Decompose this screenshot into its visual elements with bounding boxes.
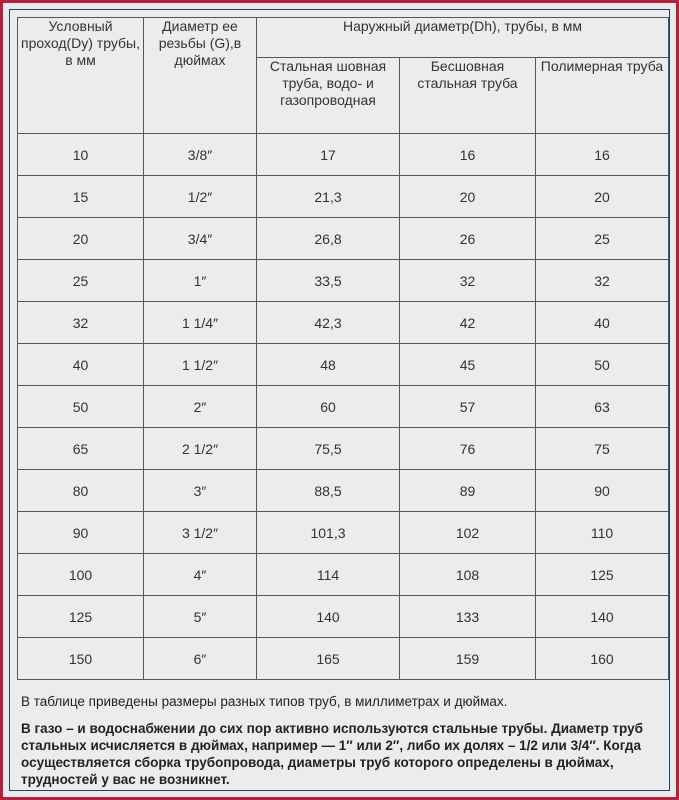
pipe-size-table: [17, 17, 669, 680]
content-panel: [9, 9, 670, 791]
cell-polymer: 160: [536, 638, 669, 680]
cell-polymer: 25: [536, 218, 669, 260]
table-row: [18, 386, 669, 428]
cell-nominal-bore: 65: [18, 428, 144, 470]
table-row: [18, 638, 669, 680]
header-outer-diameter-group: Наружный диаметр(Dh), трубы, в мм: [257, 18, 669, 58]
header-nominal-bore: Условный проход(Dy) трубы, в мм: [18, 18, 144, 134]
cell-steel-seam: 140: [257, 596, 400, 638]
note-steel-pipes: В газо – и водоснабжении до сих пор активно используются стальные трубы. Диаметр труб стальных исчисляется в дюймах, например — 1″ или 2″, либо их долях – 1/2 или 3/4″. Когда осуществляется сборка трубопровода, диаметры труб которого определены в дюймах, трудностей у вас не возникнет.: [21, 721, 643, 787]
cell-steel-seam: 101,3: [257, 512, 400, 554]
cell-steel-seam: 17: [257, 134, 400, 176]
cell-thread: 1/2″: [144, 176, 257, 218]
cell-polymer: 20: [536, 176, 669, 218]
cell-seamless: 57: [400, 386, 536, 428]
cell-steel-seam: 21,3: [257, 176, 400, 218]
cell-nominal-bore: 32: [18, 302, 144, 344]
header-polymer-pipe: Полимерная труба: [536, 58, 669, 134]
cell-nominal-bore: 90: [18, 512, 144, 554]
note-intro: В таблице приведены размеры разных типов труб, в миллиметрах и дюймах.: [21, 694, 508, 709]
cell-seamless: 45: [400, 344, 536, 386]
cell-steel-seam: 88,5: [257, 470, 400, 512]
table-row: [18, 176, 669, 218]
table-row: [18, 554, 669, 596]
cell-thread: 5″: [144, 596, 257, 638]
cell-nominal-bore: 125: [18, 596, 144, 638]
notes-section: [21, 693, 667, 788]
cell-thread: 3 1/2″: [144, 512, 257, 554]
table-header-row: [18, 18, 669, 58]
table-row: [18, 134, 669, 176]
cell-seamless: 20: [400, 176, 536, 218]
cell-nominal-bore: 15: [18, 176, 144, 218]
cell-seamless: 42: [400, 302, 536, 344]
table-row: [18, 344, 669, 386]
cell-thread: 1″: [144, 260, 257, 302]
header-seamless-pipe: Бесшовная стальная труба: [400, 58, 536, 134]
cell-steel-seam: 26,8: [257, 218, 400, 260]
table-row: [18, 428, 669, 470]
table-row: [18, 260, 669, 302]
cell-polymer: 110: [536, 512, 669, 554]
cell-polymer: 32: [536, 260, 669, 302]
cell-seamless: 133: [400, 596, 536, 638]
cell-steel-seam: 42,3: [257, 302, 400, 344]
cell-seamless: 32: [400, 260, 536, 302]
cell-seamless: 102: [400, 512, 536, 554]
cell-nominal-bore: 25: [18, 260, 144, 302]
cell-thread: 1 1/4″: [144, 302, 257, 344]
cell-thread: 3/8″: [144, 134, 257, 176]
cell-nominal-bore: 10: [18, 134, 144, 176]
cell-steel-seam: 48: [257, 344, 400, 386]
cell-polymer: 40: [536, 302, 669, 344]
cell-thread: 3/4″: [144, 218, 257, 260]
cell-seamless: 16: [400, 134, 536, 176]
cell-nominal-bore: 150: [18, 638, 144, 680]
cell-thread: 4″: [144, 554, 257, 596]
cell-seamless: 76: [400, 428, 536, 470]
cell-nominal-bore: 80: [18, 470, 144, 512]
cell-seamless: 26: [400, 218, 536, 260]
table-body: [18, 134, 669, 680]
cell-polymer: 125: [536, 554, 669, 596]
cell-thread: 6″: [144, 638, 257, 680]
table-row: [18, 470, 669, 512]
cell-seamless: 108: [400, 554, 536, 596]
cell-polymer: 75: [536, 428, 669, 470]
cell-steel-seam: 33,5: [257, 260, 400, 302]
cell-polymer: 63: [536, 386, 669, 428]
cell-seamless: 89: [400, 470, 536, 512]
table-row: [18, 218, 669, 260]
header-steel-seam-pipe: Стальная шовная труба, водо- и газопроводная: [257, 58, 400, 134]
table-row: [18, 512, 669, 554]
cell-polymer: 90: [536, 470, 669, 512]
cell-thread: 1 1/2″: [144, 344, 257, 386]
cell-polymer: 16: [536, 134, 669, 176]
header-thread-diameter: Диаметр ее резьбы (G),в дюймах: [144, 18, 257, 134]
cell-steel-seam: 75,5: [257, 428, 400, 470]
cell-nominal-bore: 40: [18, 344, 144, 386]
cell-steel-seam: 60: [257, 386, 400, 428]
cell-polymer: 140: [536, 596, 669, 638]
cell-nominal-bore: 20: [18, 218, 144, 260]
table-row: [18, 302, 669, 344]
cell-steel-seam: 165: [257, 638, 400, 680]
cell-thread: 3″: [144, 470, 257, 512]
cell-polymer: 50: [536, 344, 669, 386]
cell-steel-seam: 114: [257, 554, 400, 596]
cell-thread: 2 1/2″: [144, 428, 257, 470]
cell-nominal-bore: 50: [18, 386, 144, 428]
cell-thread: 2″: [144, 386, 257, 428]
cell-seamless: 159: [400, 638, 536, 680]
cell-nominal-bore: 100: [18, 554, 144, 596]
table-row: [18, 596, 669, 638]
